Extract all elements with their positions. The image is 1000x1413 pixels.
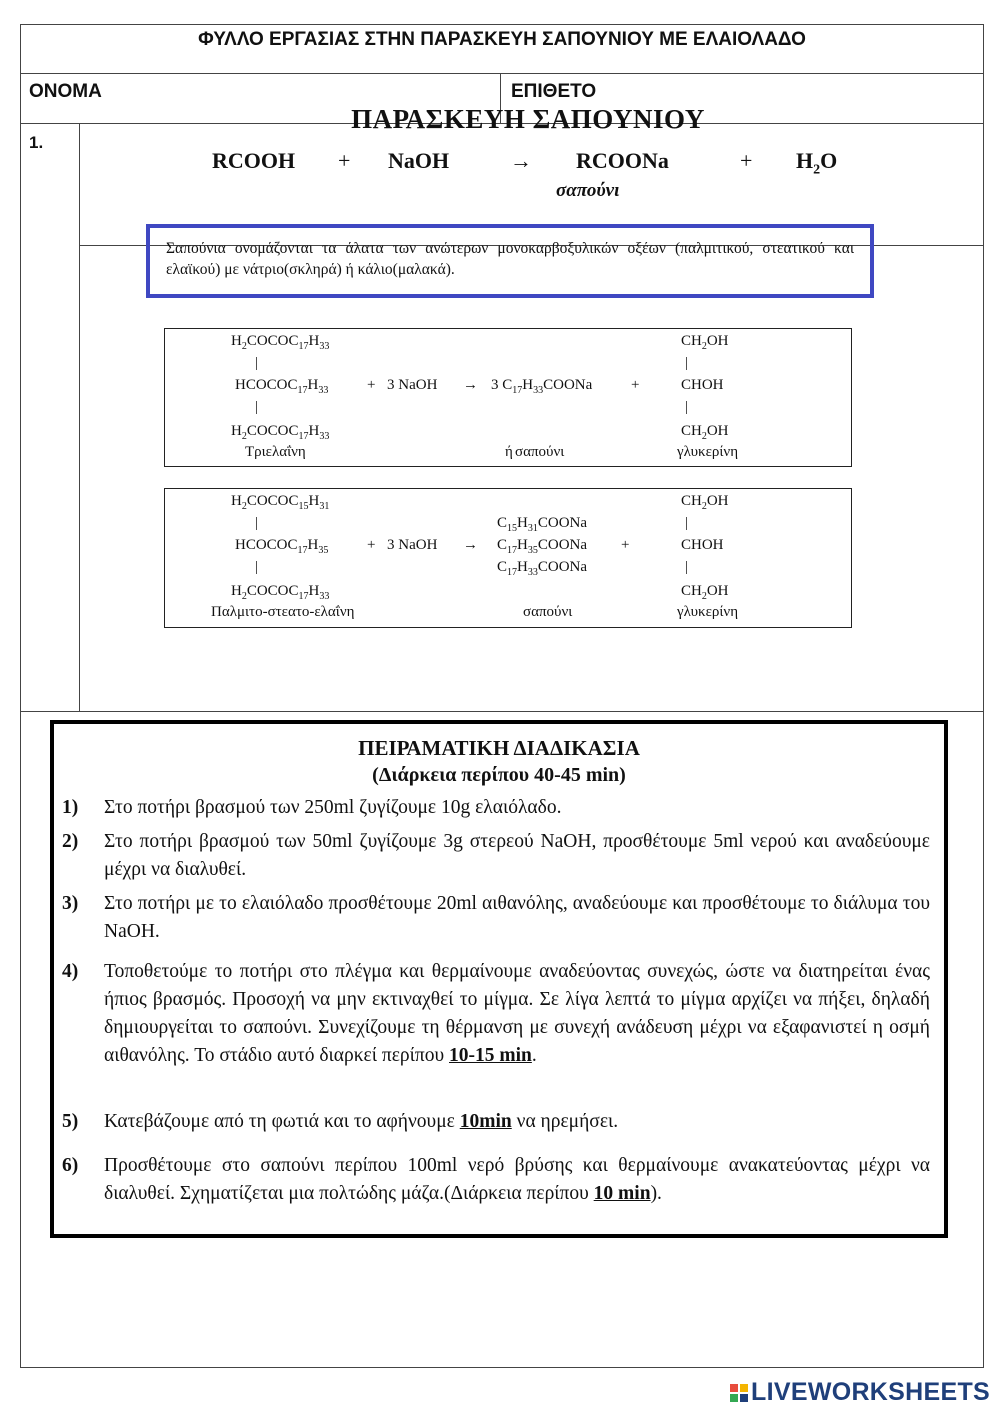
product-salt: RCOONa [576, 148, 669, 173]
or-text: ή [505, 444, 513, 460]
bond: | [685, 355, 689, 371]
formula: $H_2COCOC_{17}H_{33}$ [231, 423, 330, 442]
formula: $H_2COCOC_{17}H_{33}$ [231, 583, 330, 602]
formula: $CH_2OH$ [681, 583, 729, 602]
procedure-duration: (Διάρκεια περίπου 40-45 min) [372, 764, 626, 786]
formula: $HCOCOC_{17}H_{33}$ [235, 377, 329, 396]
arrow: → [510, 148, 532, 173]
plus-sign: + [367, 537, 376, 553]
formula: $HCOCOC_{17}H_{35}$ [235, 537, 329, 556]
glycerin-label: γλυκερίνη [677, 604, 739, 620]
reactant-label: Τριελαΐνη [245, 444, 306, 460]
formula: $H_2COCOC_{15}H_{31}$ [231, 493, 330, 512]
divider [21, 73, 983, 74]
formula: $CH_2OH$ [681, 333, 729, 352]
product-soap: $C_{15}H_{31}COONa$ [497, 515, 588, 534]
procedure-step: 1) Στο ποτήρι βρασμού των 250ml ζυγίζουμε 10g ελαιόλαδο. [62, 797, 562, 818]
definition-box [146, 224, 874, 298]
plus-sign: + [338, 148, 351, 173]
bond: | [255, 399, 259, 415]
formula: CHOH [681, 377, 724, 393]
question-number: 1. [29, 133, 44, 152]
bond: | [255, 515, 259, 531]
divider [79, 123, 80, 711]
product-soap: 3 $C_{17}H_{33}COONa$ [491, 377, 593, 396]
worksheet-title: ΦΥΛΛΟ ΕΡΓΑΣΙΑΣ ΣΤΗΝ ΠΑΡΑΣΚΕΥΗ ΣΑΠΟΥΝΙΟΥ ΜΕ ΕΛΑΙΟΛΑΔΟ [198, 29, 806, 50]
logo-icon [730, 1384, 748, 1402]
soap-heading: ΠΑΡΑΣΚΕΥΗ ΣΑΠΟΥΝΙΟΥ [351, 104, 705, 134]
bond: | [685, 515, 689, 531]
procedure-step: 4) Τοποθετούμε το ποτήρι στο πλέγμα και θερμαίνουμε αναδεύοντας συνεχώς, ώστε να διατηρείται ένας ήπιος βρασμός. Προσοχή να μην εκτιναχθεί το μίγμα. Σε λίγα λεπτά το μίγμα αρχίζει να πήξει, δηλαδή δημιουργείται το σαπούνι. Συνεχίζουμε τη θέρμανση με συνεχή ανάδευση μέχρι να εξαφανιστεί η οσμή αιθανόλης. Το στάδιο αυτό διαρκεί περίπου 10-15 min. [62, 961, 930, 1066]
reaction-box-2 [164, 488, 852, 628]
product-water: $H_2O$ [796, 148, 838, 178]
plus-sign: + [621, 537, 630, 553]
procedure-step: 2) Στο ποτήρι βρασμού των 50ml ζυγίζουμε 3g στερεού NaOH, προσθέτουμε 5ml νερού και αναδεύουμε μέχρι να διαλυθεί. [62, 831, 930, 880]
procedure-title: ΠΕΙΡΑΜΑΤΙΚΗ ΔΙΑΔΙΚΑΣΙΑ [358, 736, 640, 760]
product-note: σαπούνι [556, 180, 620, 201]
liveworksheets-logo [730, 1378, 990, 1407]
plus-sign: + [740, 148, 753, 173]
reactant-label: Παλμιτο-στεατο-ελαΐνη [211, 604, 355, 620]
logo-text: LIVEWORKSHEETS [751, 1378, 990, 1406]
bond: | [255, 355, 259, 371]
arrow: → [463, 377, 478, 393]
reactant-base: NaOH [388, 148, 450, 173]
bond: | [685, 399, 689, 415]
product-soap: $C_{17}H_{35}COONa$ [497, 537, 588, 556]
procedure-step: 5) Κατεβάζουμε από τη φωτιά και το αφήνουμε 10min να ηρεμήσει. [62, 1111, 619, 1132]
bond: | [255, 559, 259, 575]
plus-sign: + [631, 377, 640, 393]
glycerin-label: γλυκερίνη [677, 444, 739, 460]
reagent: 3 NaOH [387, 377, 438, 393]
procedure-step: 6) Προσθέτουμε στο σαπούνι περίπου 100ml νερό βρύσης και θερμαίνουμε ανακατεύοντας μέχρι να διαλυθεί. Σχηματίζεται μια πολτώδης μάζα.(Διάρκεια περίπου 10 min). [62, 1155, 930, 1204]
soap-label: σαπούνι [523, 604, 573, 620]
surname-label: ΕΠΙΘΕΤΟ [511, 81, 597, 102]
plus-sign: + [367, 377, 376, 393]
procedure-step: 3) Στο ποτήρι με το ελαιόλαδο προσθέτουμε 20ml αιθανόλης, αναδεύουμε και προσθέτουμε το διάλυμα του NaOH. [62, 893, 930, 942]
divider [21, 711, 983, 712]
arrow: → [463, 537, 478, 553]
reagent: 3 NaOH [387, 537, 438, 553]
name-label: ΟΝΟΜΑ [29, 81, 102, 102]
reactant-acid: RCOOH [212, 148, 296, 173]
definition-text: Σαπούνια ονομάζονται τα άλατα των ανώτερων μονοκαρβοξυλικών οξέων (παλμιτικού, στεατικού και ελαϊκού) με νάτριο(σκληρά) ή κάλιο(μαλακά). [166, 240, 854, 278]
soap-label: σαπούνι [515, 444, 565, 460]
bond: | [685, 559, 689, 575]
product-soap: $C_{17}H_{33}COONa$ [497, 559, 588, 578]
formula: CHOH [681, 537, 724, 553]
formula: $CH_2OH$ [681, 423, 729, 442]
formula: $CH_2OH$ [681, 493, 729, 512]
procedure-box [50, 720, 948, 1238]
formula: $H_2COCOC_{17}H_{33}$ [231, 333, 330, 352]
